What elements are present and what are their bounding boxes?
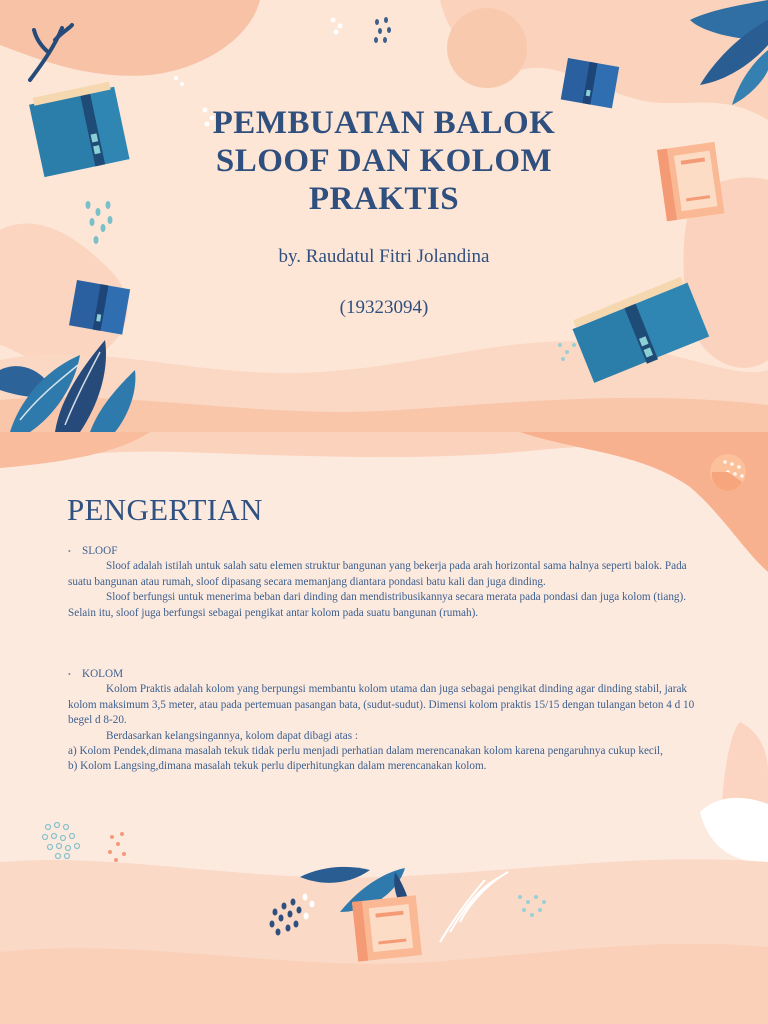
book-icon [352, 895, 422, 961]
title-line: SLOOF DAN KOLOM [215, 143, 553, 179]
title-slide [0, 0, 768, 432]
presentation-title [184, 104, 584, 218]
sloof-section [68, 544, 698, 621]
kolom-section [68, 667, 698, 775]
sloof-label: • SLOOF [68, 544, 698, 559]
title-line: PRAKTIS [308, 181, 460, 217]
kolom-item-b: b) Kolom Langsing,dimana masalah tekuk perlu diperhitungkan dalam merencanakan kolom. [68, 760, 487, 773]
sloof-paragraph-1: Sloof adalah istilah untuk salah satu elemen struktur bangunan yang bekerja pada arah horizontal sama halnya seperti balok. Pada suatu bangunan atau rumah, sloof dipasang secara memanjang diantara pondasi batu kali dan juga dinding. [68, 560, 687, 588]
author-name: by. Raudatul Fitri Jolandina [278, 246, 490, 267]
content-slide [0, 432, 768, 1024]
book-icon [28, 81, 130, 177]
dots-decoration [374, 17, 391, 43]
dots-decoration [86, 201, 113, 244]
student-id: (19323094) [339, 297, 429, 318]
section-heading: PENGERTIAN [67, 492, 263, 527]
book-icon [69, 280, 130, 335]
kolom-label: • KOLOM [68, 667, 698, 682]
book-icon [561, 58, 620, 108]
circle-shape [447, 8, 527, 88]
kolom-paragraph-1: Kolom Praktis adalah kolom yang berpungsi membantu kolom utama dan juga sebagai pengikat dinding agar dinding stabil, jarak kolom maksimum 3,5 meter, atau pada pertemuan pasangan bata, (sudut-sudut). Dimensi kolom praktis 15/15 dengan tulangan beton 4 d 10 begel d 8-20. [68, 683, 695, 727]
book-icon [657, 142, 724, 221]
kolom-item-a: a) Kolom Pendek,dimana masalah tekuk tidak perlu menjadi perhatian dalam merencanakan kolom karena pengaruhnya cukup kecil, [68, 745, 663, 758]
dots-decoration [43, 823, 80, 859]
kolom-paragraph-2: Berdasarkan kelangsingannya, kolom dapat dibagi atas : [106, 729, 358, 742]
sloof-paragraph-2: Sloof berfungsi untuk menerima beban dari dinding dan mendistribusikannya secara merata pada pondasi dan juga kolom (tiang). Selain itu, sloof juga berfungsi sebagai pengikat antar kolom pada suatu bangunan (rumah). [68, 591, 687, 619]
title-line: PEMBUATAN BALOK [212, 105, 556, 141]
